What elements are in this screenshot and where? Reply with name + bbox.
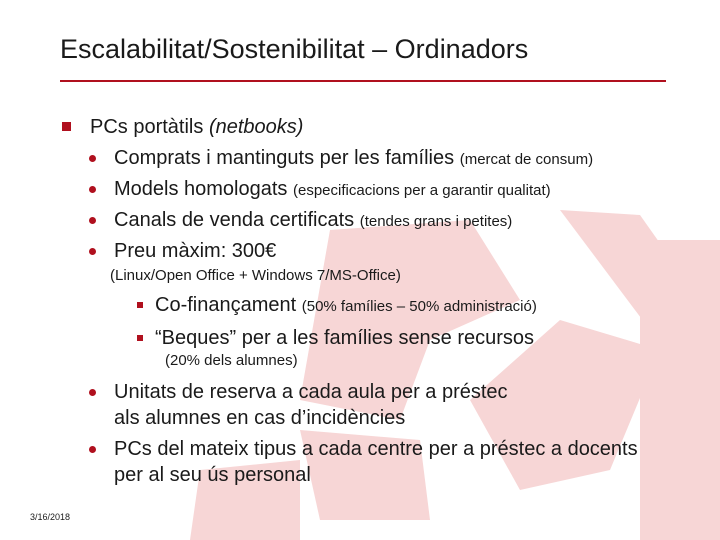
bullet-comprats	[114, 147, 593, 170]
dot-bullet-icon	[89, 155, 96, 162]
page-title: Escalabilitat/Sostenibilitat – Ordinadors	[60, 34, 529, 64]
item-main-text: PCs portàtils	[90, 116, 204, 138]
bullet-unitats-line2: als alumnes en cas d’incidències	[114, 407, 406, 429]
sub-beques: “Beques” per a les famílies sense recursos	[155, 327, 535, 349]
dot-bullet-icon	[89, 248, 96, 255]
sub-small: (50% famílies – 50% administració)	[301, 298, 537, 315]
footer-date: 3/16/2018	[30, 512, 71, 522]
bullet-main: Models homologats	[114, 178, 288, 200]
dot-bullet-icon	[89, 446, 96, 453]
dot-bullet-icon	[89, 186, 96, 193]
bullet-small: (mercat de consum)	[459, 151, 594, 168]
bullet-small: (tendes grans i petites)	[359, 213, 513, 230]
dot-bullet-icon	[89, 389, 96, 396]
sub-main: Co-finançament	[155, 294, 297, 316]
item-pcs-portatils	[90, 116, 303, 139]
dot-bullet-icon	[89, 217, 96, 224]
bullet-main: Comprats i mantinguts per les famílies	[114, 147, 455, 169]
sub-beques-note: (20% dels alumnes)	[165, 352, 298, 369]
square-bullet-small-icon	[137, 302, 143, 308]
sub-cofinancament	[155, 294, 537, 317]
square-bullet-icon	[62, 122, 71, 131]
bullet-models	[114, 178, 551, 201]
bullet-preu: Preu màxim: 300€	[114, 240, 277, 262]
bullet-main: Canals de venda certificats	[114, 209, 355, 231]
bullet-unitats-line1: Unitats de reserva a cada aula per a préstec	[114, 381, 508, 403]
bullet-pcs-line1: PCs del mateix tipus a cada centre per a préstec a docents	[114, 438, 638, 460]
square-bullet-small-icon	[137, 335, 143, 341]
title-rule	[60, 80, 666, 82]
bullet-pcs-line2: per al seu ús personal	[114, 464, 311, 486]
bullet-canals	[114, 209, 512, 232]
item-paren-text: (netbooks)	[208, 116, 304, 138]
bullet-preu-note: (Linux/Open Office + Windows 7/MS-Office)	[110, 267, 401, 284]
bullet-small: (especificacions per a garantir qualitat)	[293, 182, 551, 199]
